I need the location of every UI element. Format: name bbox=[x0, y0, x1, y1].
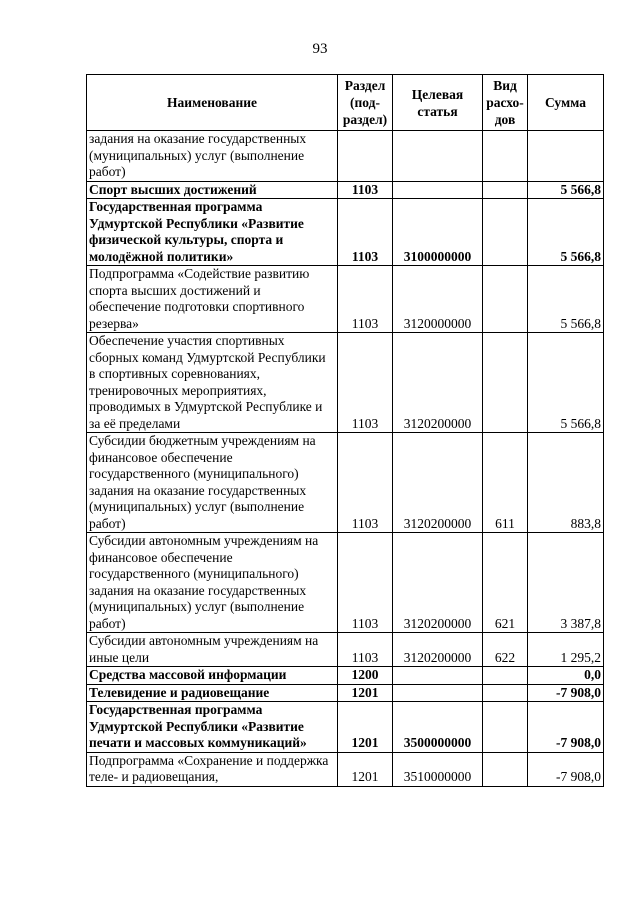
row-sum: 5 566,8 bbox=[528, 181, 604, 199]
row-target: 3120200000 bbox=[393, 333, 483, 433]
header-target: Целевая статья bbox=[393, 75, 483, 131]
row-sum: 3 387,8 bbox=[528, 533, 604, 633]
table-row bbox=[87, 684, 604, 702]
row-target: 3510000000 bbox=[393, 752, 483, 786]
row-target: 3100000000 bbox=[393, 199, 483, 266]
table-row bbox=[87, 533, 604, 633]
row-expense-type bbox=[483, 199, 528, 266]
row-target: 3500000000 bbox=[393, 702, 483, 753]
row-section: 1103 bbox=[338, 199, 393, 266]
row-name: Обеспечение участия спортивных сборных команд Удмуртской Республики в спортивных соревнованиях, тренировочных мероприятиях, проводимых в Удмуртской Республике и за её пределами bbox=[87, 333, 338, 433]
row-target: 3120200000 bbox=[393, 633, 483, 667]
row-name: задания на оказание государственных (муниципальных) услуг (выполнение работ) bbox=[87, 131, 338, 182]
row-name: Субсидии автономным учреждениям на финансовое обеспечение государственного (муниципального) задания на оказание государственных (муниципальных) услуг (выполнение работ) bbox=[87, 533, 338, 633]
row-name: Субсидии бюджетным учреждениям на финансовое обеспечение государственного (муниципального) задания на оказание государственных (муниципальных) услуг (выполнение работ) bbox=[87, 433, 338, 533]
row-name: Государственная программа Удмуртской Республики «Развитие печати и массовых коммуникаций» bbox=[87, 702, 338, 753]
row-name: Субсидии автономным учреждениям на иные цели bbox=[87, 633, 338, 667]
header-expense-type: Вид расхо-дов bbox=[483, 75, 528, 131]
row-name: Государственная программа Удмуртской Республики «Развитие физической культуры, спорта и молодёжной политики» bbox=[87, 199, 338, 266]
row-target bbox=[393, 667, 483, 685]
page-number: 93 bbox=[312, 41, 328, 57]
header-row bbox=[87, 75, 604, 131]
header-name: Наименование bbox=[87, 75, 338, 131]
row-sum: -7 908,0 bbox=[528, 752, 604, 786]
row-target bbox=[393, 181, 483, 199]
row-sum: 1 295,2 bbox=[528, 633, 604, 667]
row-expense-type bbox=[483, 266, 528, 333]
row-section: 1103 bbox=[338, 433, 393, 533]
row-name: Средства массовой информации bbox=[87, 667, 338, 685]
row-sum: 5 566,8 bbox=[528, 333, 604, 433]
row-expense-type bbox=[483, 667, 528, 685]
row-target bbox=[393, 131, 483, 182]
row-name: Подпрограмма «Содействие развитию спорта высших достижений и обеспечение подготовки спортивного резерва» bbox=[87, 266, 338, 333]
row-section: 1201 bbox=[338, 752, 393, 786]
row-sum: -7 908,0 bbox=[528, 702, 604, 753]
table-row bbox=[87, 131, 604, 182]
table-row bbox=[87, 667, 604, 685]
row-section: 1103 bbox=[338, 633, 393, 667]
row-expense-type: 622 bbox=[483, 633, 528, 667]
row-expense-type: 621 bbox=[483, 533, 528, 633]
row-expense-type bbox=[483, 752, 528, 786]
table-row bbox=[87, 633, 604, 667]
table-row bbox=[87, 752, 604, 786]
row-section: 1201 bbox=[338, 684, 393, 702]
header-sum: Сумма bbox=[528, 75, 604, 131]
row-name: Подпрограмма «Сохранение и поддержка теле- и радиовещания, bbox=[87, 752, 338, 786]
row-section: 1201 bbox=[338, 702, 393, 753]
row-name: Спорт высших достижений bbox=[87, 181, 338, 199]
row-target: 3120200000 bbox=[393, 433, 483, 533]
table-row bbox=[87, 266, 604, 333]
row-target: 3120000000 bbox=[393, 266, 483, 333]
row-sum: 883,8 bbox=[528, 433, 604, 533]
table-row bbox=[87, 199, 604, 266]
table-row bbox=[87, 702, 604, 753]
row-section: 1200 bbox=[338, 667, 393, 685]
row-sum: 5 566,8 bbox=[528, 266, 604, 333]
row-expense-type bbox=[483, 181, 528, 199]
row-sum: 0,0 bbox=[528, 667, 604, 685]
budget-table bbox=[86, 74, 604, 787]
row-target: 3120200000 bbox=[393, 533, 483, 633]
row-expense-type bbox=[483, 131, 528, 182]
header-section: Раздел (под-раздел) bbox=[338, 75, 393, 131]
row-section: 1103 bbox=[338, 533, 393, 633]
row-name: Телевидение и радиовещание bbox=[87, 684, 338, 702]
row-target bbox=[393, 684, 483, 702]
table-row bbox=[87, 433, 604, 533]
row-expense-type bbox=[483, 684, 528, 702]
row-sum bbox=[528, 131, 604, 182]
row-expense-type: 611 bbox=[483, 433, 528, 533]
row-section: 1103 bbox=[338, 333, 393, 433]
table-row bbox=[87, 181, 604, 199]
row-expense-type bbox=[483, 702, 528, 753]
row-section bbox=[338, 131, 393, 182]
row-expense-type bbox=[483, 333, 528, 433]
row-sum: -7 908,0 bbox=[528, 684, 604, 702]
row-section: 1103 bbox=[338, 181, 393, 199]
table-row bbox=[87, 333, 604, 433]
row-section: 1103 bbox=[338, 266, 393, 333]
row-sum: 5 566,8 bbox=[528, 199, 604, 266]
